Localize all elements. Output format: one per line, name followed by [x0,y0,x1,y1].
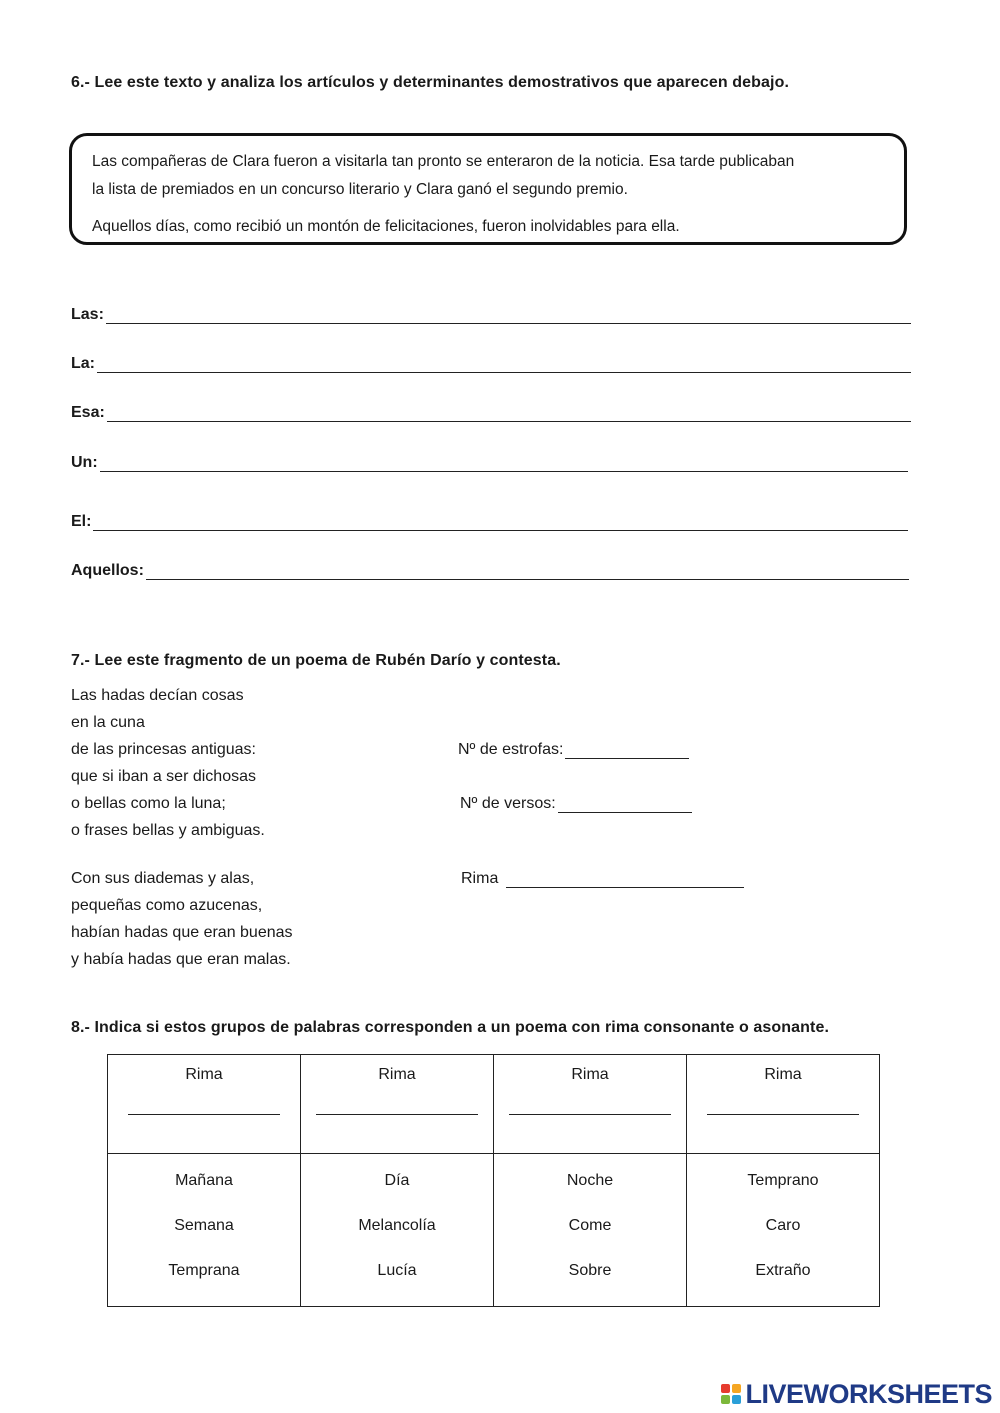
poem-line: y había hadas que eran malas. [71,951,291,968]
q6-text-box [69,133,907,245]
answer-label: El: [71,513,92,530]
answer-row-esa [71,398,911,422]
liveworksheets-brand [721,1378,992,1409]
word: Caro [765,1217,801,1234]
answer-row-la [71,349,911,373]
word: Día [384,1172,410,1189]
rima-header-label: Rima [571,1066,609,1083]
q6-heading: 6.- Lee este texto y analiza los artículos y determinantes demostrativos que aparecen debajo. [71,74,789,91]
word: Sobre [568,1262,612,1279]
rima-words-cell [687,1154,880,1307]
answer-blank-un[interactable] [100,453,908,472]
rima-words-cell [108,1154,301,1307]
logo-square-red [721,1384,730,1393]
poem-line: Con sus diademas y alas, [71,870,255,887]
q6-text-line-1: Las compañeras de Clara fueron a visitarla tan pronto se enteraron de la noticia. Esa tarde publicaban [92,153,795,170]
rima-row [461,869,744,888]
rima-header-cell [301,1055,494,1154]
poem-line: habían hadas que eran buenas [71,924,293,941]
answer-row-un [71,448,908,472]
poem-line: Las hadas decían cosas [71,687,244,704]
answer-row-las [71,300,911,324]
versos-blank[interactable] [558,794,692,813]
rima-header-blank[interactable] [509,1114,671,1115]
answer-label: La: [71,355,95,372]
answer-row-el [71,507,908,531]
estrofas-row [458,740,689,759]
poem-line: o frases bellas y ambiguas. [71,822,265,839]
rima-words-cell [301,1154,494,1307]
answer-row-aquellos [71,556,909,580]
word: Lucía [377,1262,417,1279]
rima-words-cell [494,1154,687,1307]
answer-label: Aquellos: [71,562,144,579]
rima-table [107,1054,880,1307]
rima-header-blank[interactable] [128,1114,280,1115]
poem-line: de las princesas antiguas: [71,741,256,758]
versos-row [460,794,692,813]
word: Come [568,1217,612,1234]
estrofas-label: Nº de estrofas: [458,741,564,758]
versos-label: Nº de versos: [460,795,556,812]
answer-blank-aquellos[interactable] [146,561,909,580]
rima-header-label: Rima [378,1066,416,1083]
poem-line: en la cuna [71,714,145,731]
q7-heading: 7.- Lee este fragmento de un poema de Rubén Darío y contesta. [71,652,561,669]
poem-line: pequeñas como azucenas, [71,897,263,914]
answer-blank-esa[interactable] [107,403,911,422]
logo-square-blue [732,1395,741,1404]
rima-header-cell [494,1055,687,1154]
answer-label: Esa: [71,404,105,421]
word: Semana [174,1217,234,1234]
q8-heading: 8.- Indica si estos grupos de palabras corresponden a un poema con rima consonante o asonante. [71,1019,830,1036]
word: Mañana [175,1172,233,1189]
poem-line: o bellas como la luna; [71,795,226,812]
answer-label: Un: [71,454,98,471]
rima-blank[interactable] [506,869,744,888]
answer-blank-el[interactable] [93,512,908,531]
brand-text: LIVEWORKSHEETS [745,1378,992,1409]
rima-header-cell [108,1055,301,1154]
rima-header-blank[interactable] [707,1114,859,1115]
rima-label: Rima [461,870,499,887]
word: Temprano [747,1172,819,1189]
word: Noche [566,1172,614,1189]
logo-square-orange [732,1384,741,1393]
answer-blank-la[interactable] [97,354,911,373]
q6-text-paragraph-2: Aquellos días, como recibió un montón de felicitaciones, fueron inolvidables para ella. [92,218,680,235]
liveworksheets-logo-icon [721,1384,741,1404]
estrofas-blank[interactable] [565,740,689,759]
word: Melancolía [358,1217,436,1234]
rima-header-label: Rima [185,1066,223,1083]
word: Extraño [755,1262,811,1279]
rima-header-blank[interactable] [316,1114,478,1115]
rima-header-cell [687,1055,880,1154]
word: Temprana [168,1262,240,1279]
rima-header-label: Rima [764,1066,802,1083]
answer-blank-las[interactable] [106,305,911,324]
q6-text-line-2: la lista de premiados en un concurso literario y Clara ganó el segundo premio. [92,181,628,198]
answer-label: Las: [71,306,104,323]
poem-line: que si iban a ser dichosas [71,768,256,785]
logo-square-green [721,1395,730,1404]
